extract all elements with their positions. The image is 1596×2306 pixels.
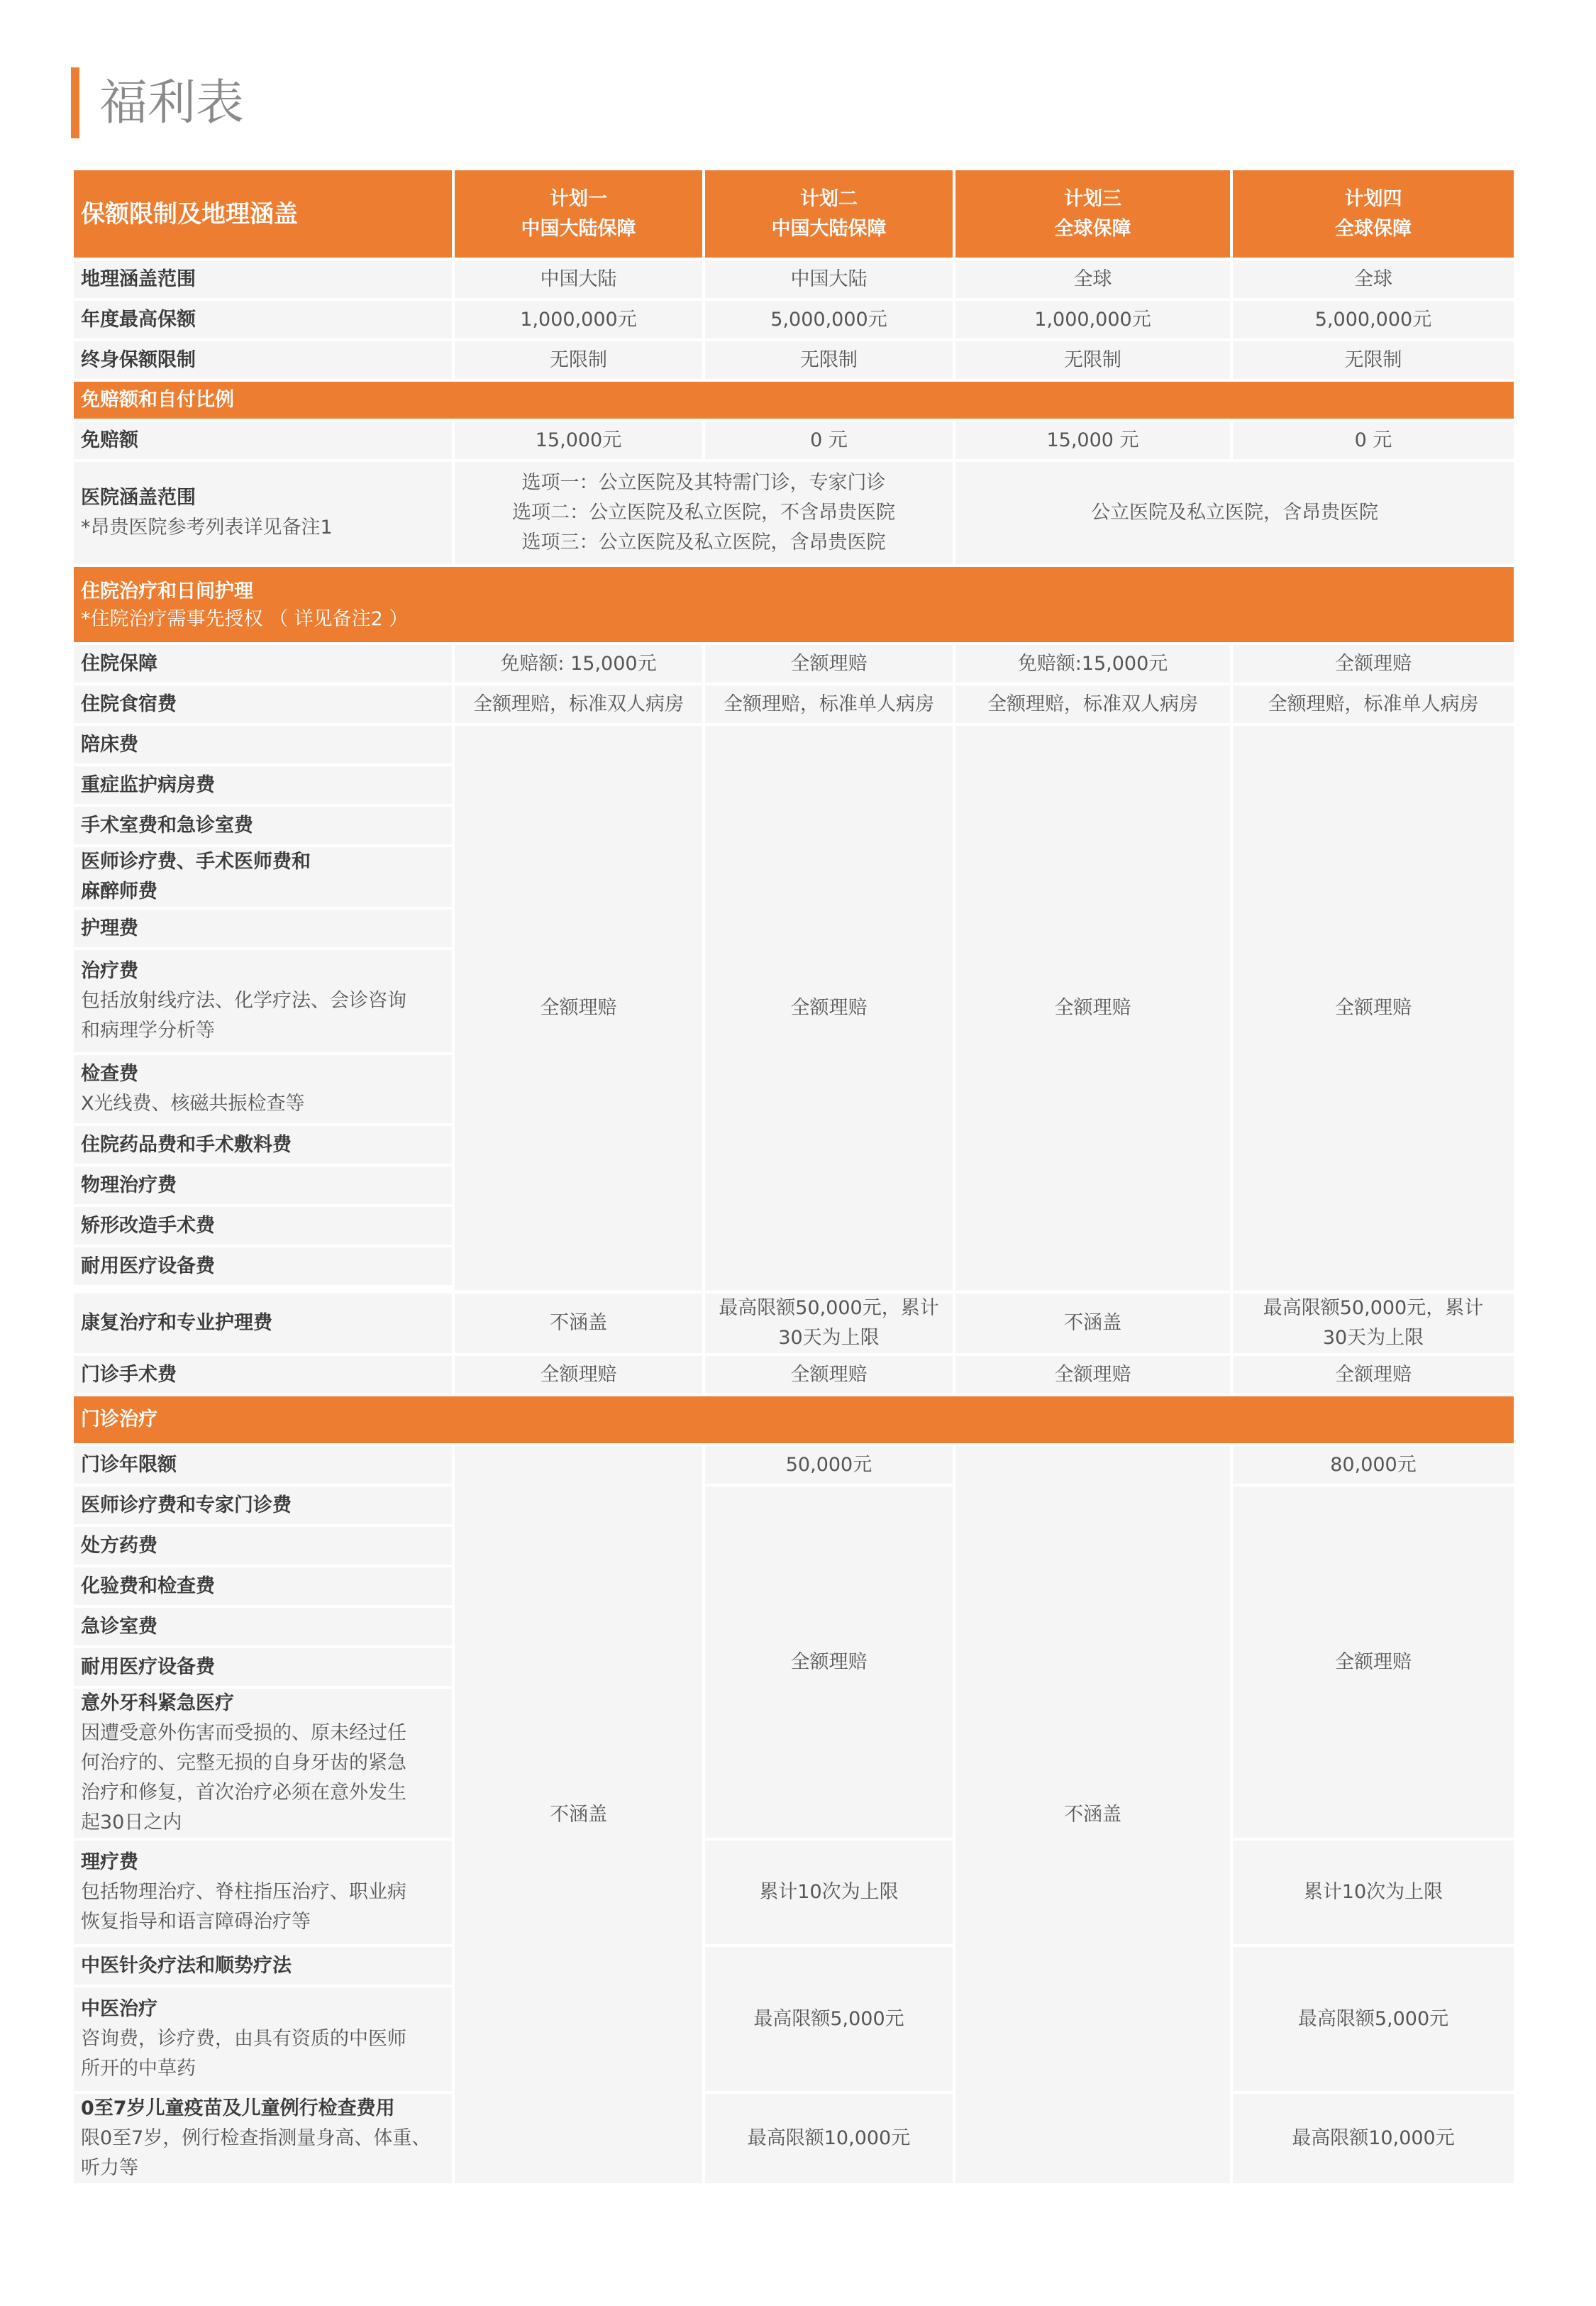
cell-value: 无限制 <box>453 340 704 380</box>
row-label-lifetime: 终身保额限制 <box>72 340 453 380</box>
row-label-lab: 化验费和检查费 <box>72 1566 453 1606</box>
header-plan-4: 计划四 全球保障 <box>1231 169 1515 259</box>
cell-value: 全额理赔 <box>1231 644 1515 684</box>
row-label-ortho: 矫形改造手术费 <box>72 1206 453 1246</box>
row-label-geo: 地理涵盖范围 <box>72 259 453 299</box>
section-title: 免赔额和自付比例 <box>72 380 1515 420</box>
row-label-deductible: 免赔额 <box>72 420 453 460</box>
cell-value: 15,000元 <box>453 420 704 460</box>
cell-inpatient-items-plan-4: 全额理赔 <box>1231 724 1515 1292</box>
row-label-rehab: 康复治疗和专业护理费 <box>72 1292 453 1355</box>
header-plan-2: 计划二 中国大陆保障 <box>704 169 954 259</box>
cell-value: 全额理赔，标准单人病房 <box>1231 684 1515 724</box>
row-label-or: 手术室费和急诊室费 <box>72 805 453 846</box>
header-corner: 保额限制及地理涵盖 <box>72 169 453 259</box>
cell-value: 全球 <box>1231 259 1515 299</box>
header-plan-3: 计划三 全球保障 <box>954 169 1231 259</box>
cell-hospital-options: 选项一：公立医院及其特需门诊，专家门诊 选项二：公立医院及私立医院，不含昂贵医院 选项三：公立医院及私立医院，含昂贵医院 <box>453 460 954 566</box>
cell-value: 无限制 <box>954 340 1231 380</box>
table-row <box>72 1292 1515 1355</box>
cell-value: 最高限额50,000元，累计 30天为上限 <box>704 1292 954 1355</box>
cell-value: 全额理赔 <box>704 1355 954 1395</box>
section-title: 门诊治疗 <box>72 1395 1515 1445</box>
row-label-treatment: 治疗费 包括放射线疗法、化学疗法、会诊咨询 和病理学分析等 <box>72 949 453 1054</box>
row-label-hospital-scope: 医院涵盖范围 *昂贵医院参考列表详见备注1 <box>72 460 453 566</box>
table-header-row <box>72 169 1515 259</box>
cell-value: 全额理赔，标准双人病房 <box>954 684 1231 724</box>
row-label-child: 0至7岁儿童疫苗及儿童例行检查费用 限0至7岁，例行检查指测量身高、体重、 听力等 <box>72 2092 453 2185</box>
table-row <box>72 460 1515 566</box>
cell-therapy-plan-4: 累计10次为上限 <box>1231 1839 1515 1946</box>
benefits-table <box>71 167 1517 2186</box>
row-label-nursing: 护理费 <box>72 908 453 949</box>
table-row <box>72 724 1515 765</box>
header-plan-1: 计划一 中国大陆保障 <box>453 169 704 259</box>
cell-value: 50,000元 <box>704 1445 954 1485</box>
cell-child-plan-4: 最高限额10,000元 <box>1231 2092 1515 2185</box>
table-row <box>72 1355 1515 1395</box>
cell-therapy-plan-2: 累计10次为上限 <box>704 1839 954 1946</box>
row-label-therapy: 理疗费 包括物理治疗、脊柱指压治疗、职业病 恢复指导和语言障碍治疗等 <box>72 1839 453 1946</box>
cell-value: 5,000,000元 <box>1231 299 1515 340</box>
row-label-dental: 意外牙科紧急医疗 因遭受意外伤害而受损的、原未经过任 何治疗的、完整无损的自身牙齿的紧急 治疗和修复，首次治疗必须在意外发生 起30日之内 <box>72 1687 453 1839</box>
section-header-inpatient <box>72 566 1515 644</box>
row-label-rx: 处方药费 <box>72 1526 453 1566</box>
cell-value: 最高限额50,000元，累计 30天为上限 <box>1231 1292 1515 1355</box>
cell-value: 不涵盖 <box>954 1292 1231 1355</box>
cell-value: 全额理赔 <box>704 644 954 684</box>
section-title: 住院治疗和日间护理 *住院治疗需事先授权 （ 详见备注2 ） <box>72 566 1515 644</box>
row-label-er: 急诊室费 <box>72 1606 453 1647</box>
table-row <box>72 420 1515 460</box>
cell-value: 无限制 <box>704 340 954 380</box>
cell-value: 0 元 <box>704 420 954 460</box>
table-row <box>72 1946 1515 1986</box>
cell-value: 5,000,000元 <box>704 299 954 340</box>
row-label-room: 住院食宿费 <box>72 684 453 724</box>
cell-value: 中国大陆 <box>704 259 954 299</box>
cell-child-plan-2: 最高限额10,000元 <box>704 2092 954 2185</box>
cell-value: 不涵盖 <box>453 1292 704 1355</box>
row-label-tcm: 中医治疗 咨询费，诊疗费，由具有资质的中医师 所开的中草药 <box>72 1986 453 2092</box>
cell-outpatient-plan-3: 不涵盖 <box>954 1445 1231 2185</box>
cell-value: 全额理赔，标准单人病房 <box>704 684 954 724</box>
cell-tcm-plan-4: 最高限额5,000元 <box>1231 1946 1515 2092</box>
cell-value: 免赔额: 15,000元 <box>453 644 704 684</box>
table-row <box>72 340 1515 380</box>
row-label-annual: 年度最高保额 <box>72 299 453 340</box>
cell-outpatient-items-plan-2: 全额理赔 <box>704 1485 954 1839</box>
table-row <box>72 1485 1515 1526</box>
section-header-deductible <box>72 380 1515 420</box>
section-header-outpatient <box>72 1395 1515 1445</box>
row-label-outpatient-physician: 医师诊疗费和专家门诊费 <box>72 1485 453 1526</box>
table-row <box>72 684 1515 724</box>
cell-hospital-global: 公立医院及私立医院，含昂贵医院 <box>954 460 1515 566</box>
table-row <box>72 644 1515 684</box>
row-label-equipment: 耐用医疗设备费 <box>72 1246 453 1286</box>
title-accent-bar <box>71 67 79 138</box>
cell-value: 1,000,000元 <box>954 299 1231 340</box>
cell-value: 全额理赔 <box>954 1355 1231 1395</box>
table-row <box>72 1445 1515 1485</box>
cell-value: 全球 <box>954 259 1231 299</box>
cell-inpatient-items-plan-3: 全额理赔 <box>954 724 1231 1292</box>
row-label-physician: 医师诊疗费、手术医师费和 麻醉师费 <box>72 846 453 908</box>
benefits-table-container <box>71 167 1514 2186</box>
table-row <box>72 299 1515 340</box>
row-label-acupuncture: 中医针灸疗法和顺势疗法 <box>72 1946 453 1986</box>
table-row <box>72 2092 1515 2185</box>
cell-outpatient-items-plan-4: 全额理赔 <box>1231 1485 1515 1839</box>
cell-value: 无限制 <box>1231 340 1515 380</box>
cell-value: 全额理赔，标准双人病房 <box>453 684 704 724</box>
table-row <box>72 259 1515 299</box>
cell-value: 80,000元 <box>1231 1445 1515 1485</box>
row-label-physio: 物理治疗费 <box>72 1165 453 1206</box>
row-label-drugs: 住院药品费和手术敷料费 <box>72 1125 453 1165</box>
cell-tcm-plan-2: 最高限额5,000元 <box>704 1946 954 2092</box>
cell-value: 15,000 元 <box>954 420 1231 460</box>
cell-outpatient-plan-1: 不涵盖 <box>453 1445 704 2185</box>
row-label-exam: 检查费 X光线费、核磁共振检查等 <box>72 1054 453 1125</box>
cell-value: 全额理赔 <box>1231 1355 1515 1395</box>
table-row <box>72 1839 1515 1946</box>
row-label-inpatient-coverage: 住院保障 <box>72 644 453 684</box>
cell-value: 中国大陆 <box>453 259 704 299</box>
cell-value: 免赔额:15,000元 <box>954 644 1231 684</box>
row-label-outpatient-equipment: 耐用医疗设备费 <box>72 1647 453 1687</box>
cell-value: 1,000,000元 <box>453 299 704 340</box>
cell-value: 0 元 <box>1231 420 1515 460</box>
row-label-icu: 重症监护病房费 <box>72 765 453 805</box>
row-label-outpatient-limit: 门诊年限额 <box>72 1445 453 1485</box>
page-title: 福利表 <box>99 75 245 131</box>
row-label-outpatient-surgery: 门诊手术费 <box>72 1355 453 1395</box>
cell-value: 全额理赔 <box>453 1355 704 1395</box>
cell-inpatient-items-plan-1: 全额理赔 <box>453 724 704 1292</box>
row-label-companion: 陪床费 <box>72 724 453 765</box>
cell-inpatient-items-plan-2: 全额理赔 <box>704 724 954 1292</box>
